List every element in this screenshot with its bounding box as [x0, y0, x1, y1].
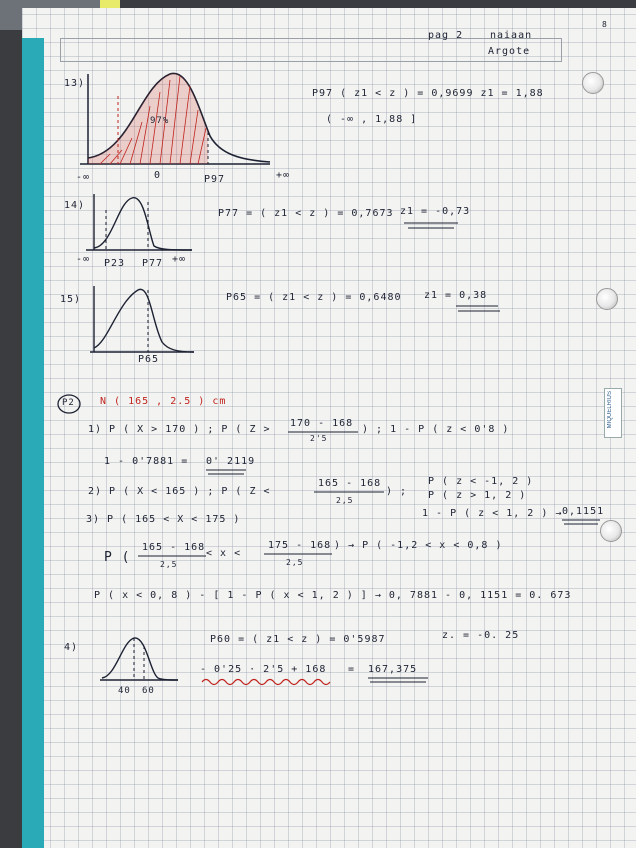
p15-double-underline [454, 303, 504, 315]
teal-margin-strip [22, 38, 44, 848]
p15-equation: P65 = ( z1 < z ) = 0,6480 [226, 292, 402, 303]
binder-hole-icon [582, 72, 604, 94]
curve13-p97: P97 [204, 174, 226, 185]
p13-equation: P97 ( z1 < z ) = 0,9699 z1 = 1,88 [312, 88, 544, 99]
problem-15-number: 15) [60, 294, 82, 305]
normal-curve-q4 [96, 632, 180, 688]
q2-complement: 1 - P ( z < 1, 2 ) → [422, 508, 563, 519]
q4-double-underline [366, 676, 432, 686]
q4-number: 4) [64, 642, 79, 653]
q4-calculation: - 0'25 · 2'5 + 168 [200, 664, 327, 675]
normal-curve-15 [88, 282, 198, 358]
p14-equation: P77 = ( z1 < z ) = 0,7673 [218, 208, 394, 219]
q3-line: 3) P ( 165 < X < 175 ) [86, 514, 241, 525]
brand-label: MIQUELRIUS [604, 388, 622, 438]
q2-double-underline [560, 518, 604, 528]
q3-frac1-num: 165 - 168 [142, 542, 206, 553]
p13-interval: ( -∞ , 1,88 ] [326, 114, 418, 125]
p2-tag: P2 [62, 398, 75, 408]
problem-14-number: 14) [64, 200, 86, 211]
q2-result: 0,1151 [562, 506, 605, 517]
q3-transform: ) → P ( -1,2 < x < 0,8 ) [334, 540, 503, 551]
q4-z-value: z. = -0. 25 [442, 630, 520, 641]
q2-p-lt-neg: P ( z < -1, 2 ) [428, 476, 534, 487]
curve13-area-label: 97% [150, 116, 170, 126]
author-surname: Argote [488, 46, 531, 57]
curve14-pos-inf: +∞ [172, 254, 187, 265]
q2-frac-num: 165 - 168 [318, 478, 382, 489]
q4-equals: = [348, 664, 356, 675]
q1-result-calc: 1 - 0'7881 = [104, 456, 189, 467]
curve14-neg-inf: -∞ [76, 254, 91, 265]
q4-label-60: 60 [142, 686, 155, 696]
q2-p-gt: P ( z > 1, 2 ) [428, 490, 527, 501]
q1-line-end: ) ; 1 - P ( z < 0'8 ) [362, 424, 510, 435]
p15-result: z1 = 0,38 [424, 290, 488, 301]
q3-frac1-den: 2,5 [160, 560, 178, 569]
q1-line: 1) P ( X > 170 ) ; P ( Z > [88, 424, 271, 435]
page-number: 8 [602, 20, 608, 29]
q4-equation: P60 = ( z1 < z ) = 0'5987 [210, 634, 386, 645]
q3-frac1-bar [138, 554, 210, 558]
q2-frac-den: 2,5 [336, 496, 354, 505]
p14-result: z1 = -0,73 [400, 206, 471, 217]
header-box [60, 38, 562, 62]
q3-frac2-num: 175 - 168 [268, 540, 332, 551]
curve13-zero: 0 [154, 170, 162, 181]
p14-double-underline [402, 220, 462, 232]
curve13-pos-inf: +∞ [276, 170, 291, 181]
problem-13-number: 13) [64, 78, 86, 89]
q3-frac2-den: 2,5 [286, 558, 304, 567]
q2-line: 2) P ( X < 165 ) ; P ( Z < [88, 486, 271, 497]
q4-result: 167,375 [368, 664, 418, 675]
q3-calculation: P ( x < 0, 8 ) - [ 1 - P ( x < 1, 2 ) ] → 0, 7881 - 0, 1151 = 0. 673 [94, 590, 572, 601]
binder-hole-icon [596, 288, 618, 310]
author-name: naiaan [490, 30, 533, 41]
normal-curve-14 [82, 190, 202, 260]
q2-frac-bar [314, 490, 386, 494]
q3-mid: < x < [206, 548, 242, 559]
q1-result: 0' 2119 [206, 456, 256, 467]
page-label: pag 2 [428, 30, 464, 41]
curve13-neg-inf: -∞ [76, 172, 91, 183]
curve14-p23: P23 [104, 258, 126, 269]
normal-curve-13 [70, 66, 300, 186]
q1-double-underline [204, 468, 248, 478]
q4-label-40: 40 [118, 686, 131, 696]
q2-line-end: ) ; [386, 486, 408, 497]
curve15-p65: P65 [138, 354, 160, 365]
q4-red-wavy-underline [200, 676, 340, 688]
q1-frac-den: 2'5 [310, 434, 328, 443]
q3-p-open: P ( [104, 550, 131, 565]
p2-distribution: N ( 165 , 2.5 ) cm [100, 396, 227, 407]
curve14-p77: P77 [142, 258, 164, 269]
q3-frac2-bar [264, 552, 336, 556]
q1-frac-num: 170 - 168 [290, 418, 354, 429]
